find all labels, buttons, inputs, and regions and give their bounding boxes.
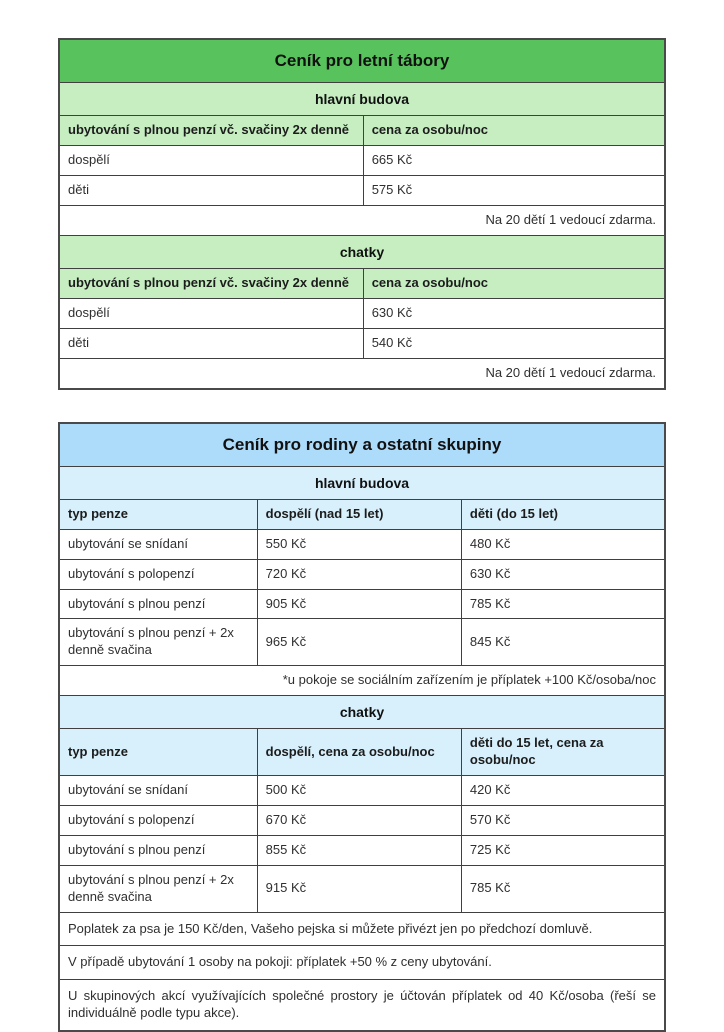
section-header-row [59, 466, 665, 499]
board-type-cell: ubytování s polopenzí [59, 559, 257, 589]
families-groups-table [58, 422, 666, 1032]
dog-fee-note: Poplatek za psa je 150 Kč/den, Vašeho pejska si můžete přivézt jen po předchozí domluvě. [59, 912, 665, 946]
adult-price-cell: 965 Kč [257, 619, 461, 666]
board-type-cell: ubytování s plnou penzí [59, 835, 257, 865]
board-type-cell: ubytování s plnou penzí [59, 589, 257, 619]
child-price-cell: 785 Kč [461, 589, 665, 619]
table-row [59, 298, 665, 328]
adult-price-cell: 670 Kč [257, 805, 461, 835]
price-cell: 630 Kč [363, 298, 665, 328]
table-row [59, 805, 665, 835]
column-header-accommodation: ubytování s plnou penzí vč. svačiny 2x denně [59, 269, 363, 299]
column-header-accommodation: ubytování s plnou penzí vč. svačiny 2x denně [59, 116, 363, 146]
summer-camps-table [58, 38, 666, 390]
section-main-building: hlavní budova [59, 466, 665, 499]
section-main-building: hlavní budova [59, 83, 665, 116]
column-header-row [59, 116, 665, 146]
column-header-board-type: typ penze [59, 729, 257, 776]
adult-price-cell: 915 Kč [257, 865, 461, 912]
child-price-cell: 420 Kč [461, 776, 665, 806]
table-row [59, 146, 665, 176]
guest-type-cell: děti [59, 176, 363, 206]
table-row [59, 176, 665, 206]
table-title-row [59, 39, 665, 83]
summer-camps-title: Ceník pro letní tábory [59, 39, 665, 83]
child-price-cell: 630 Kč [461, 559, 665, 589]
section-header-row [59, 235, 665, 268]
note-row [59, 358, 665, 388]
bathroom-surcharge-note: *u pokoje se sociálním zařízením je příplatek +100 Kč/osoba/noc [59, 666, 665, 696]
price-cell: 665 Kč [363, 146, 665, 176]
note-row [59, 205, 665, 235]
section-header-row [59, 696, 665, 729]
column-header-price: cena za osobu/noc [363, 116, 665, 146]
board-type-cell: ubytování s plnou penzí + 2x denně svačina [59, 865, 257, 912]
guest-type-cell: dospělí [59, 298, 363, 328]
column-header-children: děti do 15 let, cena za osobu/noc [461, 729, 665, 776]
column-header-row [59, 269, 665, 299]
adult-price-cell: 500 Kč [257, 776, 461, 806]
section-header-row [59, 83, 665, 116]
families-groups-title: Ceník pro rodiny a ostatní skupiny [59, 423, 665, 467]
guest-type-cell: dospělí [59, 146, 363, 176]
footnote-row [59, 946, 665, 980]
board-type-cell: ubytování se snídaní [59, 776, 257, 806]
child-price-cell: 570 Kč [461, 805, 665, 835]
child-price-cell: 480 Kč [461, 529, 665, 559]
column-header-price: cena za osobu/noc [363, 269, 665, 299]
note-row [59, 666, 665, 696]
footnote-row [59, 912, 665, 946]
adult-price-cell: 905 Kč [257, 589, 461, 619]
price-cell: 575 Kč [363, 176, 665, 206]
column-header-board-type: typ penze [59, 499, 257, 529]
adult-price-cell: 720 Kč [257, 559, 461, 589]
table-row [59, 589, 665, 619]
column-header-row [59, 729, 665, 776]
column-header-adults: dospělí (nad 15 let) [257, 499, 461, 529]
board-type-cell: ubytování s plnou penzí + 2x denně svačina [59, 619, 257, 666]
adult-price-cell: 855 Kč [257, 835, 461, 865]
table-title-row [59, 423, 665, 467]
column-header-row [59, 499, 665, 529]
section-cabins: chatky [59, 696, 665, 729]
table-row [59, 529, 665, 559]
table-row [59, 865, 665, 912]
table-row [59, 835, 665, 865]
board-type-cell: ubytování s polopenzí [59, 805, 257, 835]
price-cell: 540 Kč [363, 328, 665, 358]
single-occupancy-note: V případě ubytování 1 osoby na pokoji: příplatek +50 % z ceny ubytování. [59, 946, 665, 980]
child-price-cell: 845 Kč [461, 619, 665, 666]
section-cabins: chatky [59, 235, 665, 268]
table-row [59, 776, 665, 806]
board-type-cell: ubytování se snídaní [59, 529, 257, 559]
table-row [59, 619, 665, 666]
adult-price-cell: 550 Kč [257, 529, 461, 559]
table-row [59, 559, 665, 589]
table-row [59, 328, 665, 358]
guest-type-cell: děti [59, 328, 363, 358]
footnote-row [59, 980, 665, 1031]
column-header-adults: dospělí, cena za osobu/noc [257, 729, 461, 776]
free-leader-note: Na 20 dětí 1 vedoucí zdarma. [59, 205, 665, 235]
free-leader-note: Na 20 dětí 1 vedoucí zdarma. [59, 358, 665, 388]
group-events-note: U skupinových akcí využívajících společné prostory je účtován příplatek od 40 Kč/osoba (řeší se individuálně podle typu akce). [59, 980, 665, 1031]
child-price-cell: 725 Kč [461, 835, 665, 865]
column-header-children: děti (do 15 let) [461, 499, 665, 529]
child-price-cell: 785 Kč [461, 865, 665, 912]
